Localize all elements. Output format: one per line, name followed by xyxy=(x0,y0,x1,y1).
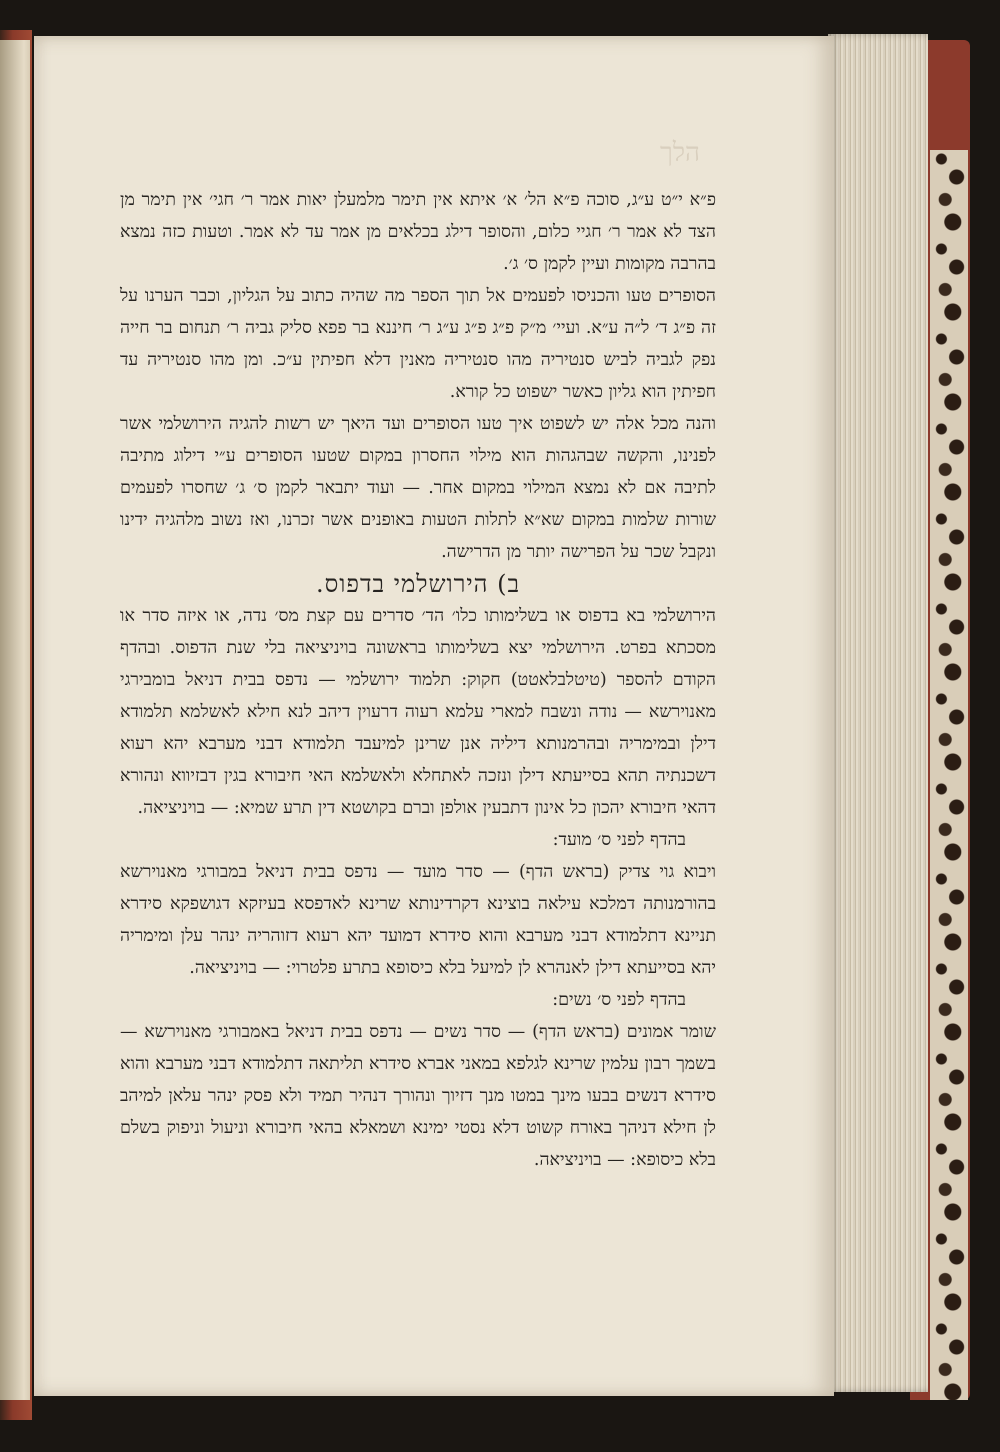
paragraph: והנה מכל אלה יש לשפוט איך טעו הסופרים ועד היאך יש רשות להגיה הירושלמי אשר לפנינו, והקשה שבהגהות הוא מילוי החסרון במקום שטעו הסופרים ע״י דילוג מתיבה לתיבה אם לא נמצא המילוי במקום אחר. — ועוד יתבאר לקמן ס׳ ג׳ שחסרו לפעמים שורות שלמות במקום שא״א לתלות הטעות באופנים אשר זכרנו, ואז נשוב מלהגיה ידינו ונקבל שכר על הפרישה יותר מן הדרישה. xyxy=(120,414,716,562)
paragraph: שומר אמונים (בראש הדף) — סדר נשים — נדפס בבית דניאל באמבורגי מאנוירשא — בשמך רבון עלמין שרינא לגלפא במאני אברא סידרא תליתאה דתלמודא דבני מערבא והוא סידרא דנשים בבעו מינך במטו מנך דזיוך ונהורך דנהיר תמיד ולא פסק ינהר עלאן למיהב לן חילא דניהך באורח קשוט דלא נסטי ימינא ושמאלא בהאי חיבורא וניעול וניפוק בשלם בלא כיסופא: — בויניציאה. xyxy=(120,1022,716,1170)
running-header: הלך xyxy=(660,138,700,168)
paragraph: הסופרים טעו והכניסו לפעמים אל תוך הספר מה שהיה כתוב על הגליון, וכבר הערנו על זה פ״ג ד׳ ל״ה ע״א. ועיי׳ מ״ק פ״ג פ״ג ע״ג ר׳ חיננא בר פפא סליק גביה ר׳ תנחום בר חייה נפק לגביה לביש סנטיריה מהו סנטיריה מאנין דלא חפיתין ע״כ. ומן מהו סנטיריה עד חפיתין הוא גליון כאשר ישפוט כל קורא. xyxy=(120,286,716,402)
marbled-edge xyxy=(930,150,968,1400)
paragraph: פ״א י״ט ע״ג, סוכה פ״א הל׳ א׳ איתא אין תימר מלמעלן יאות אמר ר׳ חגי׳ אין תימר מן הצד לא אמר ר׳ חגיי כלום, והסופר דילג בכלאים מן אמר עד לא אמר. וטעות כזה נמצא בהרבה מקומות ועיין לקמן ס׳ ג׳. xyxy=(120,190,716,274)
subheading: בהדף לפני ס׳ נשים: xyxy=(552,990,686,1010)
page-stack-edge xyxy=(828,34,928,1392)
page-body xyxy=(120,184,716,1176)
paragraph: הירושלמי בא בדפוס או בשלימותו כלו׳ הד׳ סדרים עם קצת מס׳ נדה, או איזה סדר או מסכתא בפרט. הירושלמי יצא בשלימותו בראשונה בויניציאה בלי שנת הדפוס. ובהדף הקודם להספר (טיטלבלאטט) חקוק: תלמוד ירושלמי — נדפס בבית דניאל בומבירגי מאנוירשא — נודה ונשבח למארי עלמא רעוה דרעוין דיהב לנא חילא לאשלמא תלמודא דילן ובמימריה ובהרמנותא דיליה אנן שרינן למיעבד תלמודא דבני מערבא יהא רעוא דשכנתיה תהא בסייעתא דילן ונזכה לאתחלא ולאשלמא האי חיבורא בגין דבזיווא ונהורא דהאי חיבורא יהכון כל אינון דתבעין אולפן וברם בקושטא דין תרע שמיא: — בויניציאה. xyxy=(120,606,716,818)
facing-page-edge xyxy=(0,40,30,1400)
subheading: בהדף לפני ס׳ מועד: xyxy=(552,830,686,850)
paragraph: ויבוא גוי צדיק (בראש הדף) — סדר מועד — נדפס בבית דניאל במבורגי מאנוירשא בהורמנותה דמלכא עילאה בוצינא דקרדינותא שרינא לאדפסא בעיזקא דגושפקא סידרא תניינא דתלמודא דבני מערבא והוא סידרא דמועד יהא רעוא דזוהריה ינהר עלן ומימריה יהא בסייעתא דילן לאנהרא לן למיעל בלא כיסופא בתרע פלטרוי: — בויניציאה. xyxy=(120,862,716,978)
section-title: ב) הירושלמי בדפוס. xyxy=(315,570,521,598)
